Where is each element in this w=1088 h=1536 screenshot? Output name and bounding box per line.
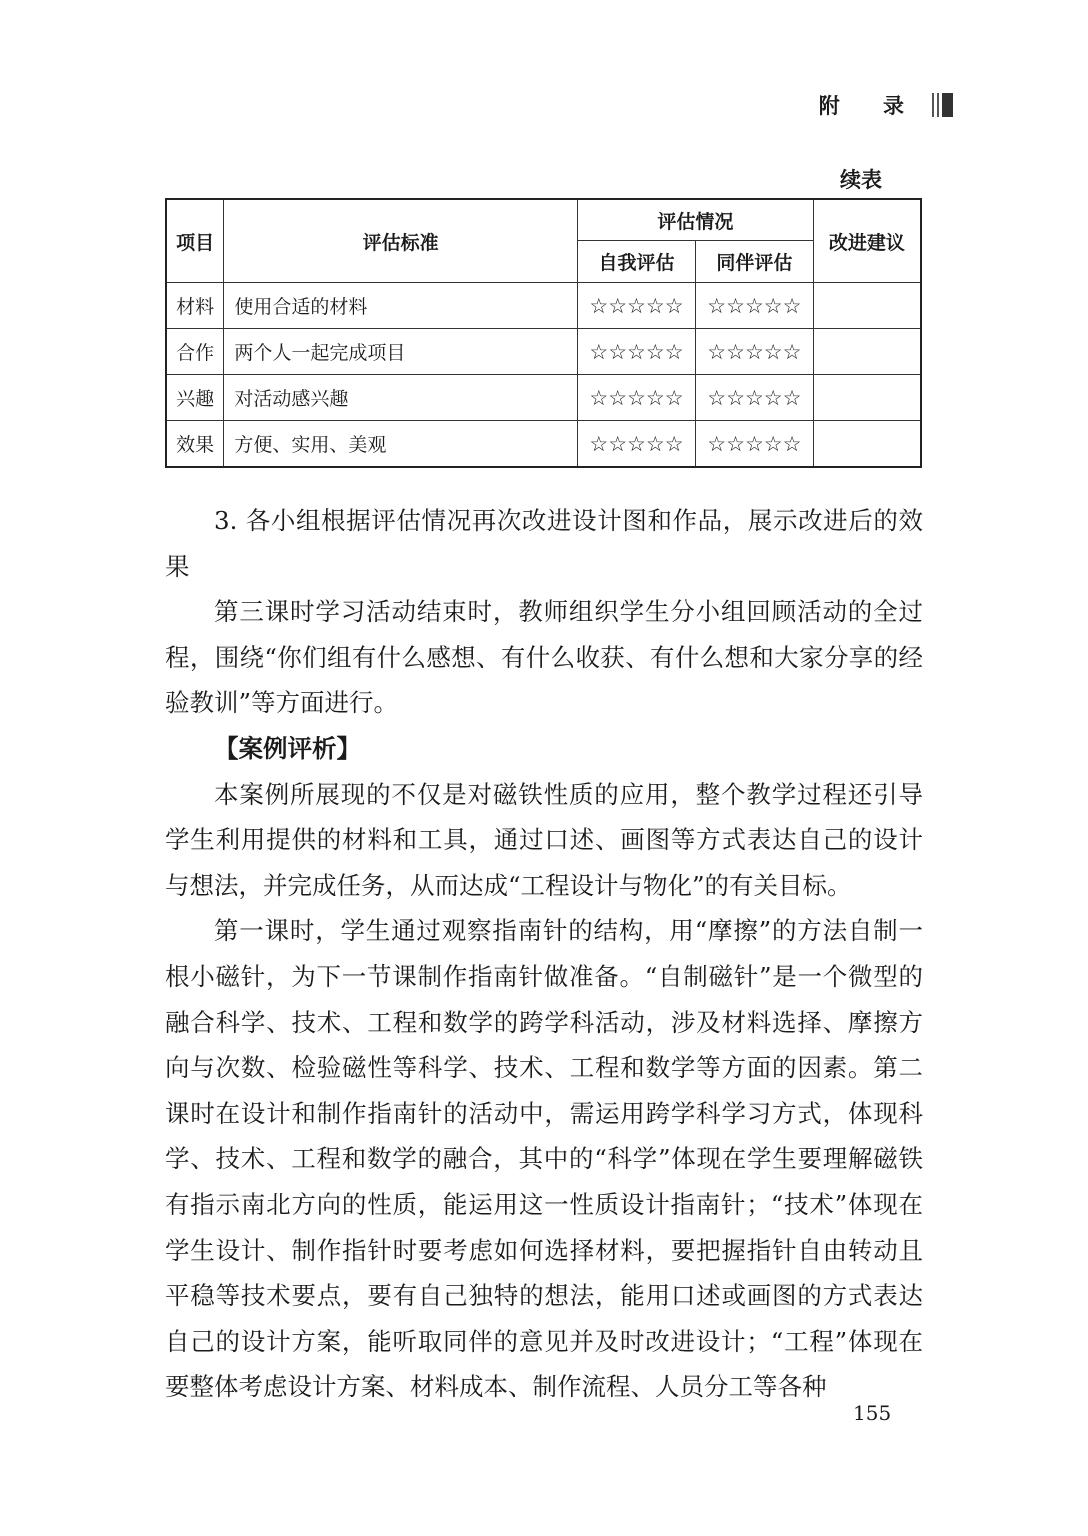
section-heading-case-analysis: 【案例评析】	[214, 733, 361, 763]
body-text	[165, 498, 923, 1410]
self-rating-stars: ☆☆☆☆☆	[578, 329, 696, 375]
row-item: 合作	[166, 329, 224, 375]
row-item: 兴趣	[166, 375, 224, 421]
row-criteria: 两个人一起完成项目	[224, 329, 578, 375]
row-item: 效果	[166, 421, 224, 468]
peer-rating-stars: ☆☆☆☆☆	[695, 283, 813, 329]
paragraph-lesson-analysis: 第一课时，学生通过观察指南针的结构，用“摩擦”的方法自制一根小磁针，为下一节课制作指南针做准备。“自制磁针”是一个微型的融合科学、技术、工程和数学的跨学科活动，涉及材料选择、摩擦方向与次数、检验磁性等科学、技术、工程和数学等方面的因素。第二课时在设计和制作指南针的活动中，需运用跨学科学习方式，体现科学、技术、工程和数学的融合，其中的“科学”体现在学生要理解磁铁有指示南北方向的性质，能运用这一性质设计指南针；“技术”体现在学生设计、制作指针时要考虑如何选择材料，要把握指针自由转动且平稳等技术要点，要有自己独特的想法，能用口述或画图的方式表达自己的设计方案，能听取同伴的意见并及时改进设计；“工程”体现在要整体考虑设计方案、材料成本、制作流程、人员分工等各种	[165, 916, 923, 1402]
row-suggestion	[813, 421, 921, 468]
row-suggestion	[813, 283, 921, 329]
paragraph-step-3: 3. 各小组根据评估情况再次改进设计图和作品，展示改进后的效果	[165, 506, 923, 581]
header-peer: 同伴评估	[695, 241, 813, 283]
row-item: 材料	[166, 283, 224, 329]
row-suggestion	[813, 329, 921, 375]
running-header-title: 附 录	[818, 94, 922, 118]
table-row	[166, 283, 921, 329]
peer-rating-stars: ☆☆☆☆☆	[695, 421, 813, 468]
page-number: 155	[853, 1401, 892, 1425]
table-row	[166, 421, 921, 468]
evaluation-table	[165, 198, 922, 468]
header-criteria: 评估标准	[224, 199, 578, 283]
table-caption: 续表	[840, 168, 882, 192]
row-suggestion	[813, 375, 921, 421]
header-self: 自我评估	[578, 241, 696, 283]
table-row	[166, 329, 921, 375]
self-rating-stars: ☆☆☆☆☆	[578, 283, 696, 329]
peer-rating-stars: ☆☆☆☆☆	[695, 329, 813, 375]
header-evaluation: 评估情况	[578, 199, 814, 241]
row-criteria: 使用合适的材料	[224, 283, 578, 329]
running-header	[819, 90, 953, 120]
row-criteria: 对活动感兴趣	[224, 375, 578, 421]
header-bars-icon	[932, 93, 953, 117]
peer-rating-stars: ☆☆☆☆☆	[695, 375, 813, 421]
header-suggestion: 改进建议	[813, 199, 921, 283]
header-item: 项目	[166, 199, 224, 283]
row-criteria: 方便、实用、美观	[224, 421, 578, 468]
self-rating-stars: ☆☆☆☆☆	[578, 421, 696, 468]
table-row	[166, 375, 921, 421]
self-rating-stars: ☆☆☆☆☆	[578, 375, 696, 421]
paragraph-third-lesson: 第三课时学习活动结束时，教师组织学生分小组回顾活动的全过程，围绕“你们组有什么感想、有什么收获、有什么想和大家分享的经验教训”等方面进行。	[165, 597, 923, 718]
paragraph-case-summary: 本案例所展现的不仅是对磁铁性质的应用，整个教学过程还引导学生利用提供的材料和工具，通过口述、画图等方式表达自己的设计与想法，并完成任务，从而达成“工程设计与物化”的有关目标。	[165, 779, 923, 900]
